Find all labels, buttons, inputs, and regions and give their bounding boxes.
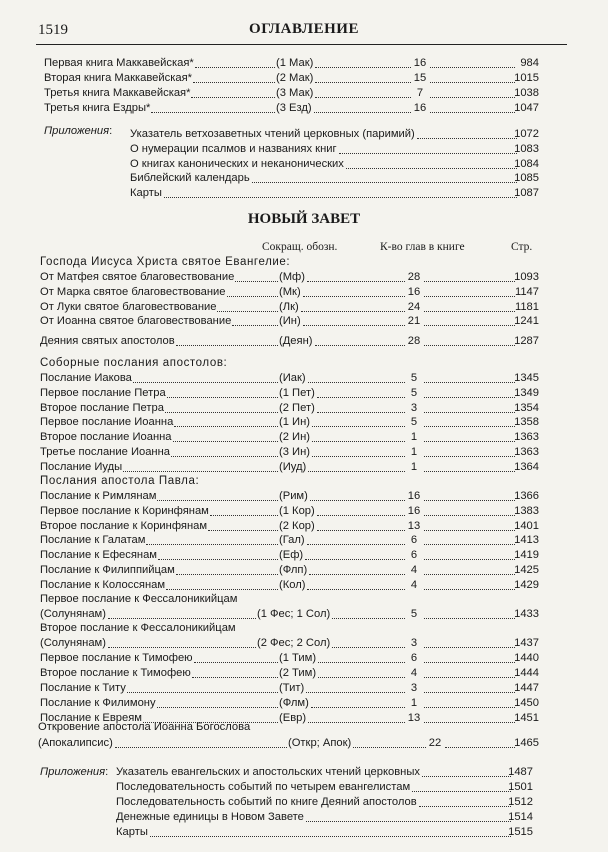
entry-abbr: (Флм)	[279, 697, 309, 709]
dot-leader	[127, 692, 278, 693]
dot-leader	[210, 515, 278, 516]
entry-page: 1354	[514, 401, 539, 414]
dot-leader	[123, 471, 278, 472]
dot-leader	[424, 456, 515, 457]
entry-chapters: 3	[410, 637, 418, 649]
dot-leader	[305, 559, 405, 560]
entry-page: 1425	[514, 564, 539, 576]
appendix-item-title: Библейский календарь	[130, 172, 250, 185]
dot-leader	[174, 426, 278, 427]
appendix-item-title: Указатель ветхозаветных чтений церковных (паримий)	[130, 128, 415, 140]
entry-abbr: (3 Езд)	[276, 101, 312, 114]
entry-abbr: (3 Ин)	[279, 446, 311, 458]
dot-leader	[412, 791, 511, 792]
appendix-label: Приложения	[40, 766, 106, 778]
entry-abbr: (Лк)	[279, 300, 299, 313]
entry-chapters: 16	[413, 57, 427, 69]
dot-leader	[317, 412, 405, 413]
appendix-item-page: 1487	[508, 766, 533, 778]
dot-leader	[424, 707, 515, 708]
entry-title: Послание к Титу	[40, 682, 126, 694]
dot-leader	[332, 647, 405, 648]
entry-page: 1015	[514, 71, 539, 84]
dot-leader	[108, 647, 256, 648]
entry-title-line1: Первое послание к Фессалоникийцам	[40, 593, 238, 605]
dot-leader	[308, 722, 405, 723]
entry-page: 1366	[514, 490, 539, 502]
entry-page: 1450	[514, 697, 539, 709]
appendix-item-page: 1514	[508, 811, 533, 823]
dot-leader	[424, 382, 515, 383]
entry-title: От Матфея святое благовествование	[40, 271, 235, 283]
dot-leader	[308, 382, 405, 383]
dot-leader	[133, 382, 278, 383]
entry-chapters: 16	[407, 504, 421, 517]
dot-leader	[303, 296, 405, 297]
dot-leader	[227, 296, 278, 297]
entry-page: 1038	[514, 86, 539, 99]
entry-chapters: 1	[410, 697, 418, 709]
entry-title: Первое послание к Тимофею	[40, 652, 193, 664]
dot-leader	[424, 692, 515, 693]
dot-leader	[430, 112, 515, 113]
entry-abbr: (2 Пет)	[279, 401, 315, 414]
dot-leader	[419, 806, 511, 807]
dot-leader	[115, 747, 287, 748]
dot-leader	[339, 153, 517, 154]
dot-leader	[307, 281, 405, 282]
col-header-chapters: К-во глав в книге	[380, 241, 465, 253]
entry-abbr: (1 Мак)	[276, 57, 314, 69]
dot-leader	[309, 574, 405, 575]
entry-chapters: 28	[407, 335, 421, 347]
entry-title: От Луки святое благовествование	[40, 300, 217, 313]
dot-leader	[424, 281, 515, 282]
entry-title: Третье послание Иоанна	[40, 446, 171, 458]
dot-leader	[318, 662, 405, 663]
entry-chapters: 3	[410, 401, 418, 414]
entry-abbr: (2 Мак)	[276, 71, 314, 84]
dot-leader	[424, 397, 515, 398]
entry-title: Первая книга Маккавейская*	[44, 57, 194, 69]
entry-chapters: 24	[407, 300, 421, 313]
entry-abbr: (Еф)	[279, 549, 304, 562]
dot-leader	[314, 112, 411, 113]
appendix-item-page: 1083	[514, 142, 539, 155]
entry-title: Третья книга Ездры*	[44, 101, 151, 114]
dot-leader	[311, 707, 405, 708]
entry-title: Послание к Римлянам	[40, 490, 157, 502]
entry-abbr: (Евр)	[279, 712, 307, 724]
entry-page: 1093	[514, 271, 539, 283]
appendix-item-title: О нумерации псалмов и названиях книг	[130, 142, 337, 155]
dot-leader	[164, 197, 517, 198]
dot-leader	[424, 677, 515, 678]
entry-page: 1241	[514, 315, 539, 328]
entry-chapters: 16	[407, 490, 421, 502]
entry-chapters: 1	[410, 460, 418, 473]
entry-title: Послание Иакова	[40, 372, 132, 384]
catholic-heading: Соборные послания апостолов:	[40, 357, 228, 369]
entry-chapters: 15	[413, 71, 427, 84]
entry-title: Первое послание Петра	[40, 386, 166, 399]
entry-title: Послание Иуды	[40, 460, 123, 473]
appendix-item-title: Последовательность событий по четырем евангелистам	[116, 781, 411, 793]
entry-title: От Марка святое благовествование	[40, 285, 226, 298]
entry-title-line2: (Солунянам)	[40, 637, 106, 649]
entry-title: Послание к Филимону	[40, 697, 156, 709]
entry-page: 1383	[514, 504, 539, 517]
appendix-item-page: 1084	[514, 157, 539, 170]
entry-page: 1433	[514, 608, 539, 620]
dot-leader	[424, 500, 515, 501]
entry-chapters: 3	[410, 682, 418, 694]
dot-leader	[424, 296, 515, 297]
pauline-heading: Послания апостола Павла:	[40, 475, 200, 487]
entry-abbr: (1 Фес; 1 Сол)	[257, 608, 331, 620]
dot-leader	[315, 345, 406, 346]
dot-leader	[430, 82, 515, 83]
entry-title: Второе послание к Тимофею	[40, 667, 191, 679]
dot-leader	[157, 707, 278, 708]
appendix-item-title: Указатель евангельских и апостольских чтений церковных	[116, 766, 420, 778]
entry-abbr: (Гал)	[279, 534, 305, 547]
entry-chapters: 7	[416, 86, 424, 99]
dot-leader	[422, 776, 511, 777]
header-rule	[36, 44, 567, 45]
entry-title: Первое послание к Коринфянам	[40, 504, 209, 517]
appendix-item-title: Карты	[116, 826, 148, 838]
dot-leader	[195, 67, 275, 68]
entry-page: 1345	[514, 372, 539, 384]
dot-leader	[308, 471, 405, 472]
page-number: 1519	[38, 22, 68, 38]
entry-page: 1437	[514, 637, 539, 649]
entry-chapters: 5	[410, 386, 418, 399]
dot-leader	[108, 618, 256, 619]
entry-title: Послание к Колоссянам	[40, 578, 166, 591]
entry-title-line1: Откровение апостола Иоанна Богослова	[38, 721, 251, 733]
entry-title: Послание к Ефесянам	[40, 549, 157, 562]
appendix-colon: :	[109, 125, 113, 137]
entry-title-line1: Второе послание к Фессалоникийцам	[40, 622, 236, 634]
dot-leader	[424, 515, 515, 516]
entry-abbr: (1 Ин)	[279, 416, 311, 429]
dot-leader	[424, 722, 515, 723]
entry-abbr: (2 Ин)	[279, 431, 311, 444]
entry-chapters: 21	[407, 315, 421, 328]
entry-abbr: (2 Тим)	[279, 667, 317, 679]
entry-chapters: 1	[410, 431, 418, 444]
dot-leader	[424, 662, 515, 663]
entry-chapters: 16	[413, 101, 427, 114]
dot-leader	[317, 515, 405, 516]
entry-page: 1147	[514, 285, 539, 298]
entry-page: 1181	[514, 300, 539, 313]
dot-leader	[424, 325, 515, 326]
dot-leader	[424, 345, 515, 346]
entry-abbr: (2 Фес; 2 Сол)	[257, 637, 331, 649]
dot-leader	[193, 82, 275, 83]
appendix-item-page: 1072	[514, 128, 539, 140]
entry-page: 1447	[514, 682, 539, 694]
entry-chapters: 16	[407, 285, 421, 298]
dot-leader	[424, 311, 515, 312]
page-title: ОГЛАВЛЕНИЕ	[249, 21, 359, 37]
dot-leader	[303, 325, 405, 326]
entry-page: 1363	[514, 446, 539, 458]
dot-leader	[353, 747, 426, 748]
dot-leader	[176, 345, 278, 346]
entry-title: Деяния святых апостолов	[40, 335, 175, 347]
dot-leader	[312, 441, 405, 442]
appendix-item-page: 1085	[514, 172, 539, 185]
entry-abbr: (Тит)	[279, 682, 305, 694]
entry-page: 1440	[514, 652, 539, 664]
entry-chapters: 4	[410, 564, 418, 576]
dot-leader	[151, 112, 275, 113]
entry-chapters: 5	[410, 608, 418, 620]
entry-chapters: 6	[410, 652, 418, 664]
dot-leader	[157, 500, 278, 501]
appendix-item-title: Карты	[130, 187, 162, 200]
dot-leader	[424, 530, 515, 531]
dot-leader	[191, 97, 275, 98]
dot-leader	[171, 456, 278, 457]
dot-leader	[306, 821, 511, 822]
dot-leader	[424, 471, 515, 472]
entry-abbr: (Откр; Апок)	[288, 737, 352, 749]
entry-title: От Иоанна святое благовествование	[40, 315, 232, 328]
dot-leader	[424, 412, 515, 413]
entry-page: 1349	[514, 386, 539, 399]
dot-leader	[192, 677, 278, 678]
dot-leader	[306, 692, 405, 693]
entry-title: Послание к Галатам	[40, 534, 146, 547]
dot-leader	[346, 168, 517, 169]
entry-page: 1419	[514, 549, 539, 562]
entry-chapters: 4	[410, 578, 418, 591]
entry-page: 1429	[514, 578, 539, 591]
entry-abbr: (Мф)	[279, 271, 305, 283]
dot-leader	[167, 397, 278, 398]
entry-chapters: 22	[428, 737, 442, 749]
entry-title: Второе послание Иоанна	[40, 431, 172, 444]
appendix-item-page: 1501	[508, 781, 533, 793]
entry-title: Второе послание к Коринфянам	[40, 519, 208, 532]
appendix-item-title: Денежные единицы в Новом Завете	[116, 811, 304, 823]
dot-leader	[252, 182, 517, 183]
entry-abbr: (1 Пет)	[279, 386, 315, 399]
dot-leader	[424, 544, 515, 545]
appendix-item-page: 1512	[508, 796, 533, 808]
entry-page: 1358	[514, 416, 539, 429]
entry-abbr: (Флп)	[279, 564, 308, 576]
dot-leader	[445, 747, 515, 748]
entry-abbr: (Кол)	[279, 578, 306, 591]
entry-chapters: 13	[407, 712, 421, 724]
entry-page: 1047	[514, 101, 539, 114]
entry-page: 1451	[514, 712, 539, 724]
entry-page: 1287	[514, 335, 539, 347]
entry-page: 1413	[514, 534, 539, 547]
dot-leader	[208, 530, 278, 531]
dot-leader	[312, 456, 405, 457]
dot-leader	[317, 397, 405, 398]
entry-abbr: (2 Кор)	[279, 519, 315, 532]
entry-abbr: (Рим)	[279, 490, 308, 502]
dot-leader	[424, 559, 515, 560]
dot-leader	[307, 589, 405, 590]
dot-leader	[424, 589, 515, 590]
dot-leader	[315, 67, 411, 68]
entry-page: 984	[520, 57, 539, 69]
entry-chapters: 4	[410, 667, 418, 679]
appendix-item-title: Последовательность событий по книге Деяний апостолов	[116, 796, 417, 808]
entry-page: 1364	[514, 460, 539, 473]
dot-leader	[424, 574, 515, 575]
appendix-label: Приложения	[44, 125, 110, 137]
nt-section-title: НОВЫЙ ЗАВЕТ	[247, 211, 361, 227]
entry-abbr: (1 Кор)	[279, 504, 315, 517]
entry-chapters: 1	[410, 446, 418, 458]
entry-page: 1363	[514, 431, 539, 444]
appendix-item-title: О книгах канонических и неканонических	[130, 157, 344, 170]
appendix-item-page: 1087	[514, 187, 539, 200]
dot-leader	[235, 281, 278, 282]
dot-leader	[176, 574, 278, 575]
col-header-abbr: Сокращ. обозн.	[262, 241, 338, 253]
dot-leader	[301, 311, 405, 312]
dot-leader	[166, 589, 278, 590]
dot-leader	[315, 97, 411, 98]
entry-abbr: (1 Тим)	[279, 652, 317, 664]
dot-leader	[424, 426, 515, 427]
entry-chapters: 6	[410, 534, 418, 547]
entry-page: 1444	[514, 667, 539, 679]
gospels-heading: Господа Иисуса Христа святое Евангелие:	[40, 256, 291, 268]
dot-leader	[217, 311, 278, 312]
entry-chapters: 5	[410, 416, 418, 429]
entry-title-line2: (Солунянам)	[40, 608, 106, 620]
dot-leader	[317, 530, 405, 531]
dot-leader	[310, 500, 405, 501]
entry-chapters: 28	[407, 271, 421, 283]
dot-leader	[332, 618, 405, 619]
entry-title: Послание к Евреям	[40, 712, 142, 724]
entry-abbr: (Ин)	[279, 315, 301, 328]
dot-leader	[173, 441, 278, 442]
dot-leader	[194, 662, 278, 663]
entry-abbr: (Иуд)	[279, 460, 307, 473]
dot-leader	[417, 138, 517, 139]
dot-leader	[158, 559, 278, 560]
entry-title: Первое послание Иоанна	[40, 416, 174, 429]
dot-leader	[307, 544, 405, 545]
entry-abbr: (3 Мак)	[276, 86, 314, 99]
dot-leader	[430, 97, 515, 98]
entry-title: Третья книга Маккавейская*	[44, 86, 191, 99]
dot-leader	[312, 426, 405, 427]
dot-leader	[424, 618, 515, 619]
entry-abbr: (Деян)	[279, 335, 313, 347]
dot-leader	[315, 82, 411, 83]
appendix-item-page: 1515	[508, 826, 533, 838]
col-header-page: Стр.	[511, 241, 533, 253]
dot-leader	[430, 67, 515, 68]
appendix-colon: :	[105, 766, 109, 778]
dot-leader	[424, 441, 515, 442]
entry-page: 1465	[514, 737, 539, 749]
entry-page: 1401	[514, 519, 539, 532]
entry-title-line2: (Апокалипсис)	[38, 737, 113, 749]
dot-leader	[150, 836, 511, 837]
entry-chapters: 5	[410, 372, 418, 384]
entry-title: Вторая книга Маккавейская*	[44, 71, 192, 84]
entry-chapters: 13	[407, 519, 421, 532]
dot-leader	[165, 412, 278, 413]
entry-abbr: (Мк)	[279, 285, 301, 298]
dot-leader	[232, 325, 278, 326]
entry-title: Второе послание Петра	[40, 401, 164, 414]
dot-leader	[146, 544, 278, 545]
entry-abbr: (Иак)	[279, 372, 306, 384]
dot-leader	[424, 647, 515, 648]
entry-chapters: 6	[410, 549, 418, 562]
entry-title: Послание к Филиппийцам	[40, 564, 175, 576]
dot-leader	[318, 677, 405, 678]
